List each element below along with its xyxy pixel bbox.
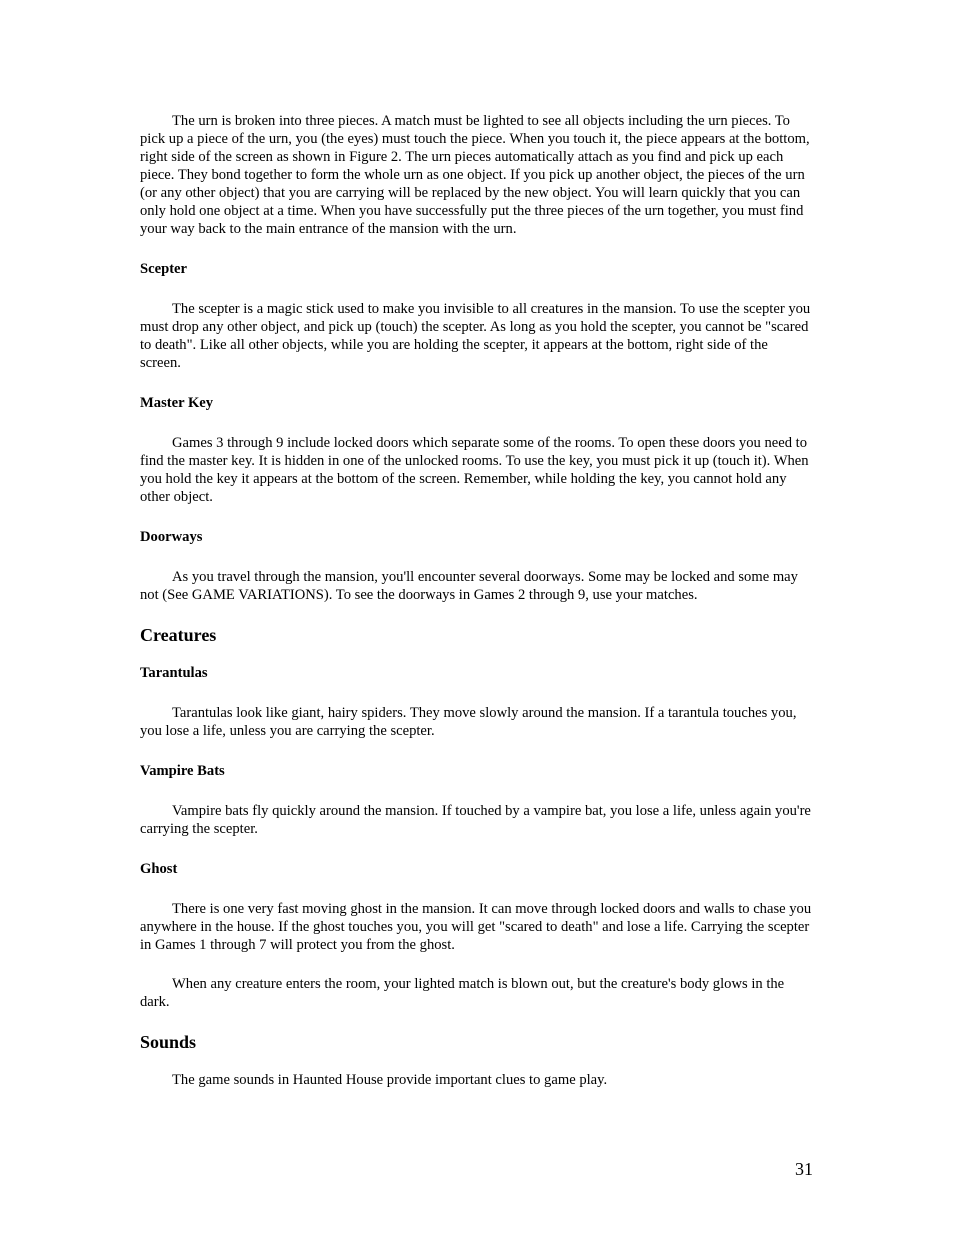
ghost-heading: Ghost (140, 861, 178, 877)
doorways-paragraph: As you travel through the mansion, you'll encounter several doorways. Some may be locked and some may not (See GAME VARIATIONS). To see the doorways in Games 2 through 9, use your matches. (140, 569, 798, 603)
doorways-heading: Doorways (140, 529, 203, 545)
scepter-paragraph: The scepter is a magic stick used to make you invisible to all creatures in the mansion. To use the scepter you must drop any other object, and pick up (touch) the scepter. As long as you hold the scepter, you cannot be "scared to death". Like all other objects, while you are holding the scepter, it appears at the bottom, right side of the screen. (140, 301, 811, 371)
sounds-heading: Sounds (140, 1032, 197, 1052)
tarantulas-heading: Tarantulas (140, 665, 208, 681)
urn-paragraph: The urn is broken into three pieces. A match must be lighted to see all objects including the urn pieces. To pick up a piece of the urn, you (the eyes) must touch the piece. When you touch it, the piece appears at the bottom, right side of the screen as shown in Figure 2. The urn pieces automatically attach as you find and pick up each piece. They bond together to form the whole urn as one object. If you pick up another object, the pieces of the urn (or any other object) that you are carrying will be replaced by the new object. You will learn quickly that you can only hold one object at a time. When you have successfully put the three pieces of the urn together, you must find your way back to the main entrance of the mansion with the urn. (140, 113, 810, 237)
creature-glow-paragraph: When any creature enters the room, your lighted match is blown out, but the creature's body glows in the dark. (140, 976, 785, 1010)
sounds-paragraph: The game sounds in Haunted House provide important clues to game play. (172, 1072, 608, 1088)
page-number: 31 (795, 1159, 813, 1179)
creatures-heading: Creatures (140, 625, 217, 645)
tarantulas-paragraph: Tarantulas look like giant, hairy spiders. They move slowly around the mansion. If a tarantula touches you, you lose a life, unless you are carrying the scepter. (140, 705, 797, 739)
master-key-paragraph: Games 3 through 9 include locked doors which separate some of the rooms. To open these doors you need to find the master key. It is hidden in one of the unlocked rooms. To use the key, you must pick it up (touch it). When you hold the key it appears at the bottom of the screen. Remember, while holding the key, you cannot hold any other object. (140, 435, 809, 505)
master-key-heading: Master Key (140, 395, 214, 411)
vampire-bats-paragraph: Vampire bats fly quickly around the mansion. If touched by a vampire bat, you lose a life, unless again you're carrying the scepter. (140, 803, 811, 837)
ghost-paragraph: There is one very fast moving ghost in the mansion. It can move through locked doors and walls to chase you anywhere in the house. If the ghost touches you, you will get "scared to death" and lose a life. Carrying the scepter in Games 1 through 7 will protect you from the ghost. (140, 901, 812, 953)
scepter-heading: Scepter (140, 261, 188, 277)
vampire-bats-heading: Vampire Bats (140, 763, 225, 779)
document-page (140, 112, 812, 1089)
